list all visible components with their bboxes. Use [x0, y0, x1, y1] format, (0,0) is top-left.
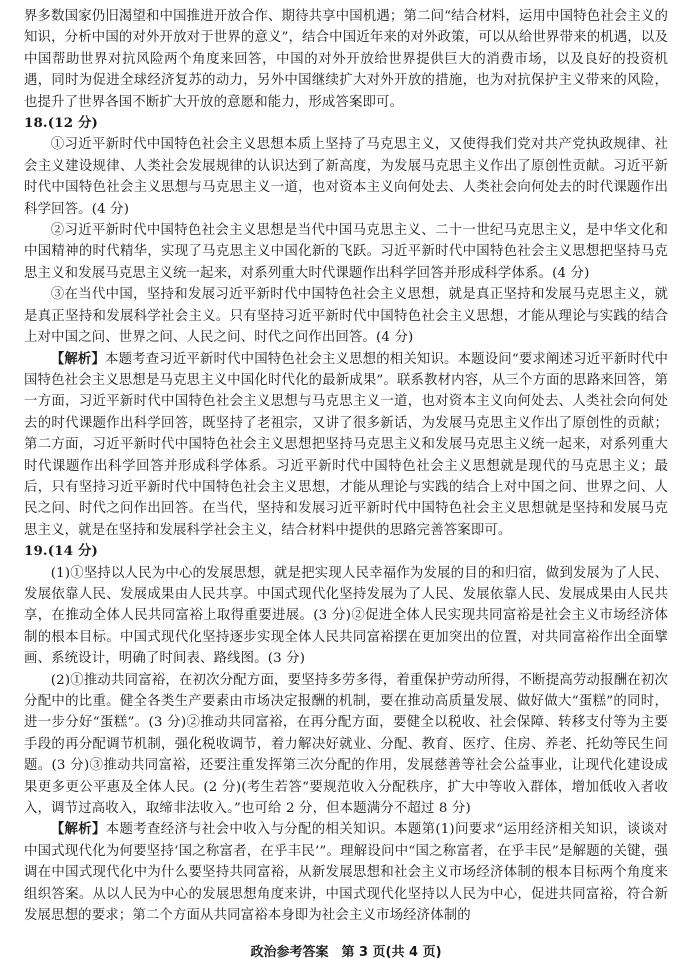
q18-analysis-text: 本题考查习近平新时代中国特色社会主义思想的相关知识。本题设问“要求阐述习近平新时代中国特色社会主义思想是马克思主义中国化时代化的最新成果”。联系教材内容，从三个方面的思路来回答，第一方面，习近平新时代中国特色社会主义思想与马克思主义一道，也对资本主义向何处去、人类社会向何处去的时代课题作出科学回答，既坚持了老祖宗，又讲了很多新话，为发展马克思主义作出了原创性的贡献；第二方面，习近平新时代中国特色社会主义思想把坚持马克思主义和发展马克思主义统一起来，对系列重大时代课题作出科学回答并形成科学体系。习近平新时代中国特色社会主义思想就是现代的马克思主义；最后，只有坚持习近平新时代中国特色社会主义思想，才能从理论与实践的结合上对中国之问、世界之问、人民之问、时代之问作出回答。在当代，坚持和发展习近平新时代中国特色社会主义思想就是坚持和发展马克思主义，就是在坚持和发展科学社会主义，结合材料中提供的思路完善答案即可。 — [24, 351, 668, 538]
q18-analysis-tag: 【解析】 — [50, 350, 106, 367]
q19-analysis — [24, 819, 668, 926]
q18-heading: 18.(12 分) — [24, 115, 99, 132]
q19-heading: 19.(14 分) — [24, 543, 99, 560]
q18-point-3: ③在当代中国，坚持和发展习近平新时代中国特色社会主义思想，就是真正坚持和发展马克思主义，就是真正坚持和发展科学社会主义。只有坚持习近平新时代中国特色社会主义思想，才能从理论与实践的结合上对中国之问、世界之问、人民之问、时代之问作出回答。(4 分) — [24, 287, 668, 346]
intro-paragraph: 界多数国家仍旧渴望和中国推进开放合作、期待共享中国机遇；第二问“结合材料，运用中国特色社会主义的知识，分析中国的对外开放对于世界的意义”，结合中国近年来的对外政策，可以从给世界带来的机遇，以及中国帮助世界对抗风险两个角度来回答，中国的对外开放给世界提供巨大的消费市场，以及良好的投资机遇，同时为促进全球经济复苏的动力，另外中国继续扩大对外开放的措施，也为对抗保护主义带来的风险，也提升了世界各国不断扩大开放的意愿和能力，形成答案即可。 — [24, 9, 668, 110]
q18-analysis — [24, 349, 668, 542]
q19-part-2: (2)①推动共同富裕，在初次分配方面，要坚持多劳多得，着重保护劳动所得，不断提高劳动报酬在初次分配中的比重。健全各类生产要素由市场决定报酬的机制，要在推动高质量发展、做好做大“蛋糕”的同时，进一步分好“蛋糕”。(3 分)②推动共同富裕，在再分配方面，要健全以税收、社会保障、转移支付等为主要手段的再分配调节机制，强化税收调节，着力解决好就业、分配、教育、医疗、住房、养老、托幼等民生问题。(3 分)③推动共同富裕，还要注重发挥第三次分配的作用，发展慈善等社会公益事业，让现代化建设成果更多更公平惠及全体人民。(2 分)(考生若答“要规范收入分配秩序，扩大中等收入群体，增加低收入者收入，调节过高收入，取缔非法收入。”也可给 2 分，但本题满分不超过 8 分) — [24, 672, 668, 817]
page-content — [24, 6, 668, 926]
q18-point-1: ①习近平新时代中国特色社会主义思想本质上坚持了马克思主义，又使得我们党对共产党执政规律、社会主义建设规律、人类社会发展规律的认识达到了新高度，为发展马克思主义作出了原创性贡献。习近平新时代中国特色社会主义思想与马克思主义一道，也对资本主义向何处去、人类社会向何处去的时代课题作出科学回答。(4 分) — [24, 137, 668, 217]
page-footer: 政治参考答案 第 3 页(共 4 页) — [250, 945, 442, 960]
q19-analysis-tag: 【解析】 — [50, 821, 106, 838]
q19-part-1: (1)①坚持以人民为中心的发展思想，就是把实现人民幸福作为发展的目的和归宿，做到发展为了人民、发展依靠人民、发展成果由人民共享。中国式现代化坚持发展为了人民、发展依靠人民、发展成果由人民共享，在推动全体人民共同富裕上取得重要进展。(3 分)②促进全体人民实现共同富裕是社会主义市场经济体制的根本目标。中国式现代化坚持逐步实现全体人民共同富裕摆在更加突出的位置，对共同富裕作出全面擘画、系统设计，明确了时间表、路线图。(3 分) — [24, 565, 668, 667]
q18-point-2: ②习近平新时代中国特色社会主义思想是当代中国马克思主义、二十一世纪马克思主义，是中华文化和中国精神的时代精华，实现了马克思主义中国化新的飞跃。习近平新时代中国特色社会主义思想把坚持马克思主义和发展马克思主义统一起来，对系列重大时代课题作出科学回答并形成科学体系。(4 分) — [24, 223, 668, 281]
q19-analysis-text: 本题考查经济与社会中收入与分配的相关知识。本题第(1)问要求“运用经济相关知识，谈谈对中国式现代化为何要坚持‘国之称富者，在乎丰民’”。理解设问中“国之称富者，在乎丰民”是解题的关键，强调在中国式现代化中为什么要坚持共同富裕，从新发展思想和社会主义市场经济体制的根本目标两个角度来组织答案。从以人民为中心的发展思想角度来讲，中国式现代化坚持以人民为中心，促进共同富裕，符合新发展思想的要求；第二个方面从共同富裕本身即为社会主义市场经济体制的 — [24, 822, 669, 924]
